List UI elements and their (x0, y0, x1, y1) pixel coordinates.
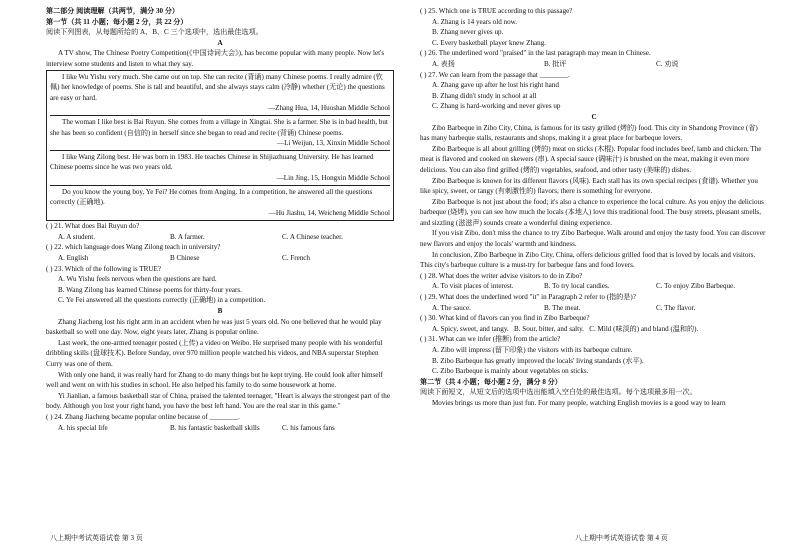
entry-text: Do you know the young boy, Ye Fei? He comes from Anging. In a competition, he answered all the questions correctly (正确地). (50, 187, 373, 207)
option: C. The flavor. (656, 303, 696, 312)
option: A. Wu Yishu feels nervous when the questions are hard. (58, 275, 217, 284)
page-footer-left: 八上期中考试英语试卷 第 3 页 (50, 534, 143, 542)
option: C. Ye Fei answered all the questions correctly (正确地) in a competition. (58, 296, 266, 305)
entry-author: —Lin Jing, 15, Hongxin Middle School (276, 173, 390, 182)
interview-entry (50, 117, 390, 151)
option-c: C. Mild (味淡的) and bland (温和的). (589, 324, 699, 333)
subsection-title: 第一节（共 11 小题；每小题 2 分，共 22 分） (46, 17, 188, 26)
option: A. Zhang gave up after he lost his right hand (432, 81, 559, 90)
option: C. his famous fans (282, 423, 335, 432)
option: B. The meat. (544, 303, 581, 312)
option: A. his special life (58, 423, 108, 432)
page-footer-right: 八上期中考试英语试卷 第 4 页 (575, 534, 668, 542)
question-27: ( ) 27. We can learn from the passage that ________. (420, 70, 570, 79)
passage-c-paragraph: Zibo Barbeque in Zibo City, China, is famous for its tasty grilled (烤的) food. This city in Shandong Province (省) has many barbeque stalls, restaurants and shops, making it a great place for barbeque lovers. (420, 123, 758, 143)
option: B. 批评 (544, 59, 567, 68)
option: C. To enjoy Zibo Barbeque. (656, 282, 735, 291)
option: B. Zibo Barbeque has greatly improved the locals' living standards (水平). (432, 356, 644, 365)
option: C. Every basketball player knew Zhang. (432, 38, 547, 47)
section-2-title: 第二节（共 4 小题；每小题 2 分，满分 8 分） (420, 377, 562, 386)
left-column (46, 6, 394, 433)
option: B. To try local candies. (544, 282, 610, 291)
option: A. Zibo will impress (留下印象) the visitors with its barbeque culture. (432, 346, 633, 354)
question-29: ( ) 29. What does the underlined word "it" in Paragraph 2 refer to (指的是)? (420, 293, 636, 302)
question-26-options (420, 59, 768, 70)
option: B. Zhang never gives up. (432, 28, 504, 37)
option: C. A Chinese teacher. (282, 232, 343, 241)
question-29-options (420, 303, 768, 314)
option: C. Zibo Barbeque is mainly about vegetables on sticks. (432, 367, 589, 376)
option: A. English (58, 254, 89, 263)
interview-entry (50, 72, 390, 116)
option (420, 324, 768, 335)
question-24-options (46, 423, 394, 434)
passage-c-paragraph: In conclusion, Zibo Barbeque in Zibo City, China, offers delicious grilled food that is loved by locals and visitors. This city's barbeque culture is a must-try for barbeque fans and food lovers. (420, 250, 756, 270)
option: B. A farmer. (170, 232, 205, 241)
option: B. Wang Zilong has learned Chinese poems for thirty-four years. (58, 285, 242, 294)
question-24: ( ) 24. Zhang Jiacheng became popular online because of ________. (46, 412, 240, 421)
interview-table (46, 70, 394, 222)
option: A. 表扬 (432, 59, 455, 68)
question-22: ( ) 22. which language does Wang Zilong teach in university? (46, 243, 221, 252)
passage-b-paragraph: Last week, the one-armed teenager posted (上传) a video on Weibo. He surprised many people with his wonderful dribbling skills (盘球技术). Before Sunday, over 970 million people watched his videos, and NBA superstar Stephen Curry was one of them. (46, 338, 383, 368)
option: A. Zhang is 14 years old now. (432, 17, 518, 26)
section-title: 第二部分 阅读理解（共两节，满分 30 分） (46, 7, 180, 15)
question-30: ( ) 30. What kind of flavors can you find in Zibo Barbeque? (420, 314, 590, 323)
option: B. his fantastic basketball skills (170, 423, 260, 432)
option-a: A. Spicy, sweet, and tangy. (432, 324, 509, 333)
option-b: B. Sour, bitter, and salty. (514, 324, 584, 333)
question-28: ( ) 28. What does the writer advise visitors to do in Zibo? (420, 271, 583, 280)
option: A. A student. (58, 232, 96, 241)
instructions: 阅读下列图表，从每题所给的 A、B、C 三个选项中，选出最佳选项。 (46, 28, 263, 37)
question-21-options (46, 232, 394, 243)
option: A. To visit places of interest. (432, 282, 514, 291)
question-26: ( ) 26. The underlined word "praised" in the last paragraph may mean in Chinese. (420, 49, 651, 58)
passage-b-paragraph: Zhang Jiacheng lost his right arm in an accident when he was just 5 years old. No one believed that he would play basketball so well one day. Now, eight years later, Zhang is popular online. (46, 317, 382, 337)
passage-c-paragraph: Zibo Barbeque is not just about the food; it's also a chance to experience the local culture. As you enjoy the delicious barbeque (烧烤), you can see how much the locals (本地人) love this traditional food. The busy streets, pleasant smells, and sizzling (滋滋声) sounds create a wonderful dining experience. (420, 197, 764, 227)
entry-text: The woman I like best is Bai Ruyun. She comes from a village in Xingtai. She is a farmer. She is in bad health, but she has been so confident (自信的) in herself since she began to read and recite (背诵) Chinese poems. (50, 117, 388, 137)
entry-text: I like Wu Yishu very much. She came out on top. She can recite (背诵) many Chinese poems. I really admire (钦佩) her knowledge of poems. She is tall and beautiful, and she always stays calm (冷静) whether (无论) the questions are easy or hard. (50, 72, 385, 102)
passage-a-intro: A TV show, The Chinese Poetry Competition(《中国诗词大会》), has become popular with many people. Now let's interview some students and listen to what they say. (46, 49, 385, 68)
passage-b-label: B (217, 307, 223, 316)
option: C. French (282, 254, 310, 263)
option: B. Zhang didn't study in school at all (432, 91, 537, 100)
option: B Chinese (170, 254, 200, 263)
question-23: ( ) 23. Which of the following is TRUE? (46, 264, 161, 273)
question-21: ( ) 21. What does Bai Ruyun do? (46, 222, 140, 231)
question-25: ( ) 25. Which one is TRUE according to this passage? (420, 7, 573, 15)
passage-c-paragraph: If you visit Zibo, don't miss the chance to try Zibo Barbeque. Walk around and enjoy the tasty food. You can discover new flavors and enjoy the locals' warmth and kindness. (420, 229, 766, 249)
passage-b-paragraph: With only one hand, it was really hard for Zhang to do many things but he kept trying. He could look after himself well and went on with his studies in school. He also helped his family to do some housework at home. (46, 370, 383, 390)
entry-author: —Zhang Hua, 14, Huoshan Middle School (268, 104, 390, 113)
section-2-paragraph: Movies brings us more than just fun. For many people, watching English movies is a good way to learn (432, 398, 726, 407)
question-22-options (46, 253, 394, 264)
passage-c-label: C (591, 112, 597, 121)
option: A. The sauce. (432, 303, 471, 312)
right-column (420, 6, 768, 409)
question-28-options (420, 281, 768, 292)
question-31: ( ) 31. What can we infer (推断) from the article? (420, 335, 561, 344)
interview-entry (50, 152, 390, 186)
section-2-instructions: 阅读下面短文，从短文后的选项中选出能填入空白处的最佳选项。每个选项最多用一次。 (420, 388, 697, 397)
option: C. Zhang is hard-working and never gives up (432, 102, 561, 111)
passage-c-paragraph: Zibo Barbeque is known for its different flavors (风味). Each stall has its own special recipes (食谱). Whether you like spicy, sweet, or tangy (有刺激性的) flavors, there is something for everyone. (420, 176, 758, 196)
entry-author: —Li Weijun, 13, Xinxin Middle School (277, 139, 390, 148)
passage-c-paragraph: Zibo Barbeque is all about grilling (烤的) meat on sticks (木棍). Popular food includes beef, lamb and chicken. The meat is flavored and cooked on skewers (串). A special sauce (调味汁) is brushed on the meat, making it even more delicious. You can also find grilled (烤的) vegetables, seafood, and other tasty (美味的) dishes. (420, 144, 762, 174)
passage-a-label: A (217, 38, 223, 47)
entry-text: I like Wang Zilong best. He was born in 1983. He teaches Chinese in Shijiazhuang University. He has learned Chinese poems since he was two years old. (50, 152, 374, 172)
interview-entry (50, 187, 390, 220)
passage-b-paragraph: Yi Jianlian, a famous basketball star of China, praised the talented teenager, "Heart is always the strongest part of the body. Although you lost your right hand, you have the best left hand. You are the real star in this game." (46, 391, 390, 411)
entry-author: —Hu Jiashu, 14, Weicheng Middle School (268, 208, 390, 217)
option: C. 劝说 (656, 59, 679, 68)
